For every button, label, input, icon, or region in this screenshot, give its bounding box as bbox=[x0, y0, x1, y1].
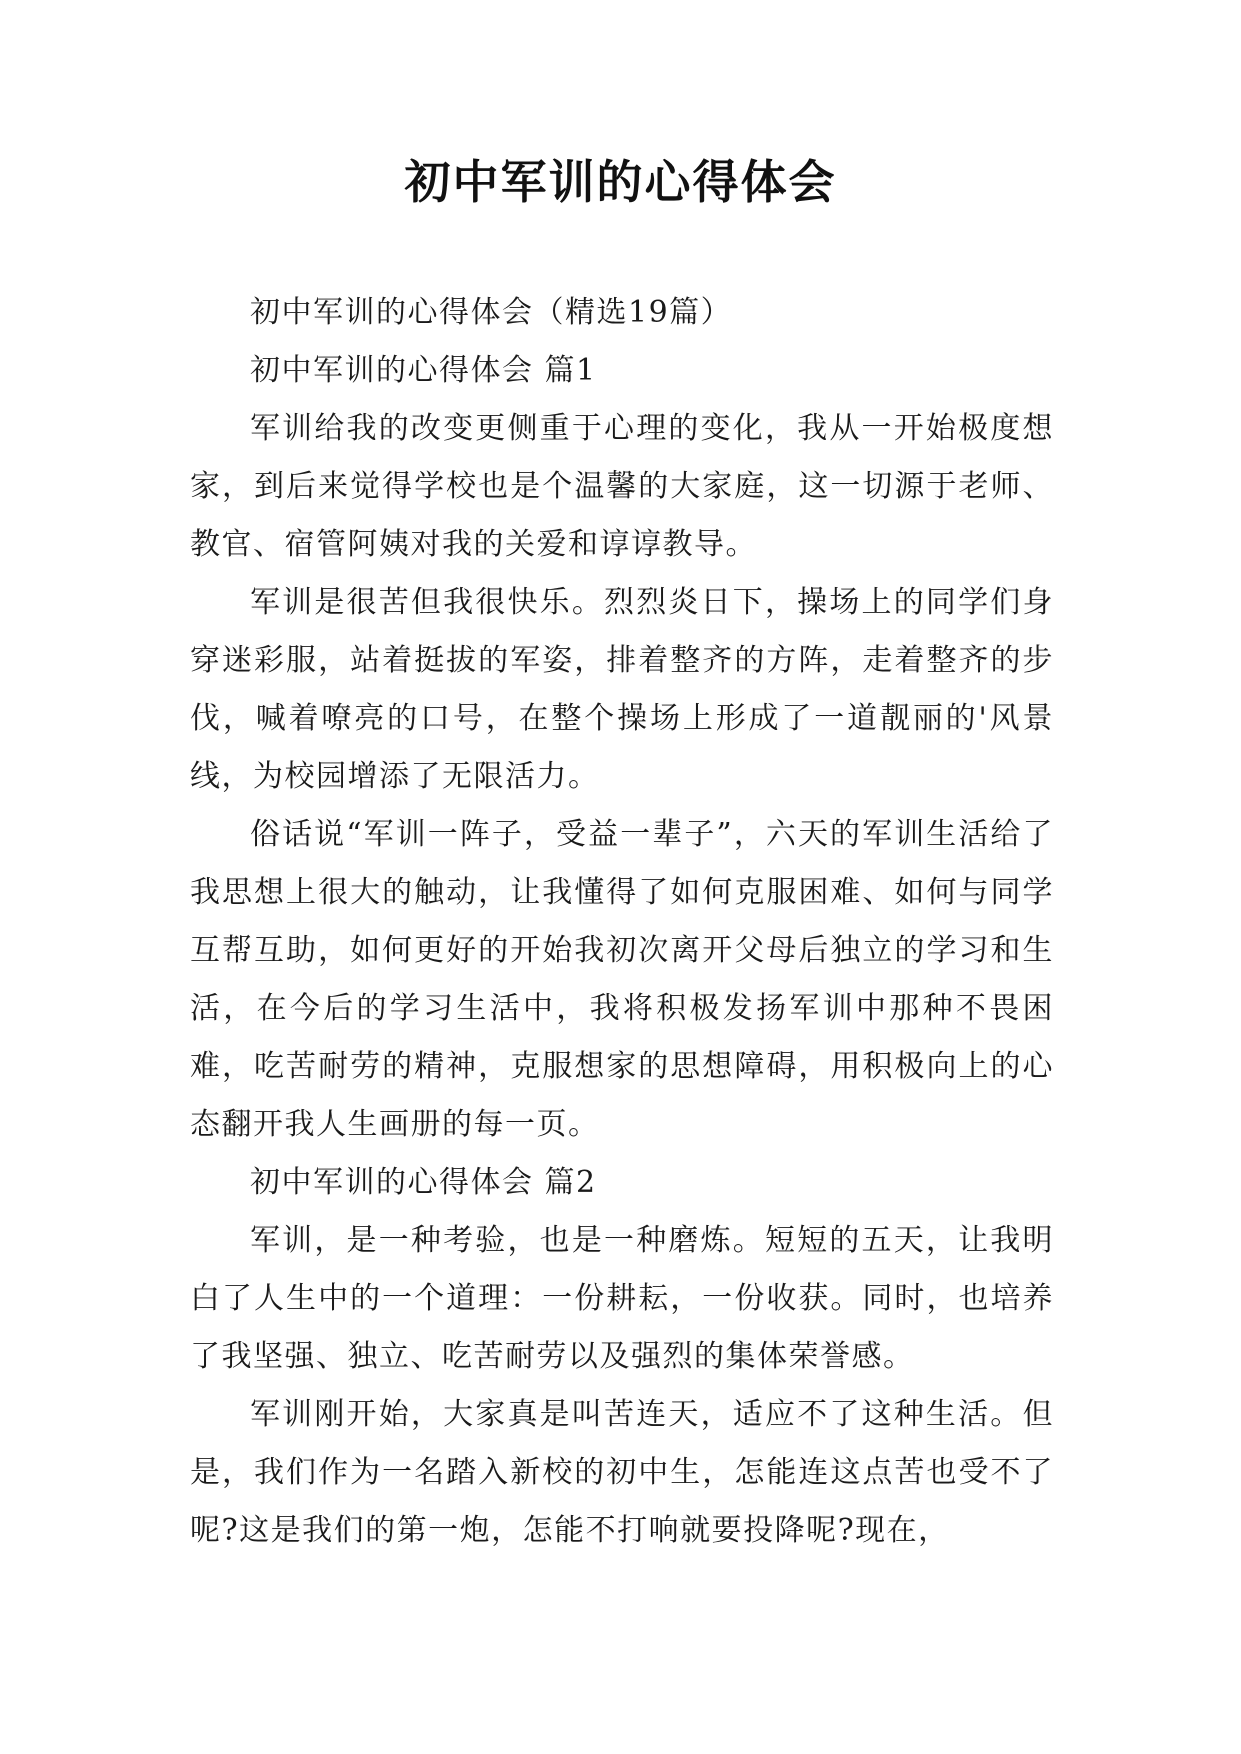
paragraph: 军训给我的改变更侧重于心理的变化，我从一开始极度想家，到后来觉得学校也是个温馨的大家庭，这一切源于老师、教官、宿管阿姨对我的关爱和谆谆教导。 bbox=[190, 411, 1054, 562]
paragraph: 军训是很苦但我很快乐。烈烈炎日下，操场上的同学们身穿迷彩服，站着挺拔的军姿，排着整齐的方阵，走着整齐的步伐，喊着嘹亮的口号，在整个操场上形成了一道靓丽的'风景线，为校园增添了无限活力。 bbox=[190, 585, 1054, 794]
paragraph: 军训，是一种考验，也是一种磨炼。短短的五天，让我明白了人生中的一个道理：一份耕耘，一份收获。同时，也培养了我坚强、独立、吃苦耐劳以及强烈的集体荣誉感。 bbox=[190, 1223, 1054, 1374]
section-heading-2: 初中军训的心得体会 篇2 bbox=[250, 1165, 597, 1200]
paragraph: 军训刚开始，大家真是叫苦连天，适应不了这种生活。但是，我们作为一名踏入新校的初中生，怎能连这点苦也受不了呢?这是我们的第一炮，怎能不打响就要投降呢?现在， bbox=[190, 1397, 1054, 1548]
paragraph: 俗话说“军训一阵子，受益一辈子”，六天的军训生活给了我思想上很大的触动，让我懂得了如何克服困难、如何与同学互帮互助，如何更好的开始我初次离开父母后独立的学习和生活，在今后的学习生活中，我将积极发扬军训中那种不畏困难，吃苦耐劳的精神，克服想家的思想障碍，用积极向上的心态翻开我人生画册的每一页。 bbox=[190, 817, 1054, 1142]
document-body bbox=[190, 284, 1054, 1560]
document-title: 初中军训的心得体会 bbox=[404, 155, 837, 209]
collection-heading: 初中军训的心得体会（精选19篇） bbox=[250, 295, 733, 330]
section-heading-1: 初中军训的心得体会 篇1 bbox=[250, 353, 597, 388]
